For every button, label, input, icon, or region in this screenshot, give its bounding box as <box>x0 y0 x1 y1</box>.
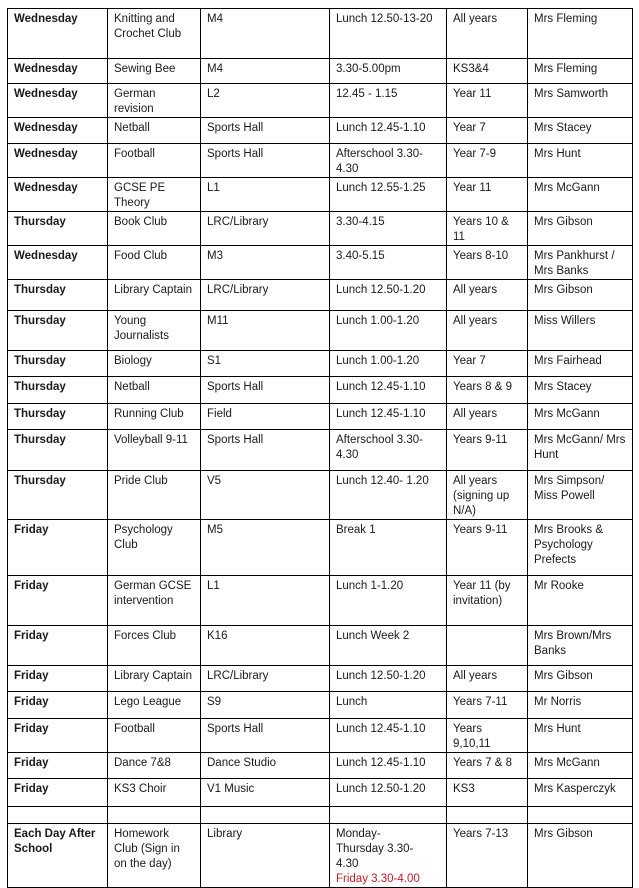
time-friday-highlight: Friday 3.30-4.00 <box>336 873 420 885</box>
cell-staff: Mr Norris <box>528 692 633 719</box>
cell-time: Afterschool 3.30-4.30 <box>330 144 447 178</box>
cell-years: Years 9-11 <box>447 430 528 471</box>
cell-room: Sports Hall <box>201 144 330 178</box>
cell-years: Years 7 & 8 <box>447 753 528 779</box>
cell-years: Year 11 (by invitation) <box>447 576 528 626</box>
table-row <box>8 246 633 280</box>
cell-club: Pride Club <box>108 471 201 520</box>
cell-club: Dance 7&8 <box>108 753 201 779</box>
cell-day: Friday <box>8 692 108 719</box>
cell-years: Year 7 <box>447 118 528 144</box>
cell-staff: Mrs Fairhead <box>528 351 633 377</box>
cell-years <box>447 807 528 824</box>
cell-day: Wednesday <box>8 144 108 178</box>
cell-years <box>447 626 528 666</box>
cell-staff: Mrs Stacey <box>528 377 633 404</box>
cell-time: Lunch 12.50-13-20 <box>330 9 447 59</box>
cell-time: Lunch 12.40- 1.20 <box>330 471 447 520</box>
cell-room: Dance Studio <box>201 753 330 779</box>
cell-club: Football <box>108 719 201 753</box>
cell-staff: Mrs Brown/Mrs Banks <box>528 626 633 666</box>
timetable-body <box>8 9 633 888</box>
cell-years: KS3&4 <box>447 59 528 84</box>
cell-years: All years <box>447 311 528 351</box>
cell-time <box>330 824 447 888</box>
cell-staff: Mrs Fleming <box>528 9 633 59</box>
cell-day: Wednesday <box>8 118 108 144</box>
cell-day: Each Day After School <box>8 824 108 888</box>
cell-time: 3.30-4.15 <box>330 212 447 246</box>
cell-time: Lunch Week 2 <box>330 626 447 666</box>
cell-room: K16 <box>201 626 330 666</box>
cell-club: Football <box>108 144 201 178</box>
cell-staff: Mrs Gibson <box>528 280 633 311</box>
cell-club: Biology <box>108 351 201 377</box>
cell-years: Year 11 <box>447 178 528 212</box>
cell-room: Library <box>201 824 330 888</box>
table-row <box>8 351 633 377</box>
cell-staff: Mrs Gibson <box>528 824 633 888</box>
cell-club: GCSE PE Theory <box>108 178 201 212</box>
cell-time: Lunch 1.00-1.20 <box>330 351 447 377</box>
cell-day: Wednesday <box>8 84 108 118</box>
cell-staff: Mrs McGann <box>528 753 633 779</box>
cell-time: Lunch 12.45-1.10 <box>330 719 447 753</box>
cell-time: Lunch 12.45-1.10 <box>330 377 447 404</box>
cell-club: Library Captain <box>108 280 201 311</box>
cell-staff: Mrs Gibson <box>528 212 633 246</box>
cell-years: Years 8-10 <box>447 246 528 280</box>
cell-club: Lego League <box>108 692 201 719</box>
table-row <box>8 178 633 212</box>
cell-club: Food Club <box>108 246 201 280</box>
cell-room: M3 <box>201 246 330 280</box>
cell-years: All years <box>447 404 528 430</box>
cell-staff: Mrs Fleming <box>528 59 633 84</box>
table-row <box>8 807 633 824</box>
cell-room: M5 <box>201 520 330 576</box>
cell-staff: Mrs Simpson/ Miss Powell <box>528 471 633 520</box>
cell-club: KS3 Choir <box>108 779 201 807</box>
cell-club: Young Journalists <box>108 311 201 351</box>
cell-club: German revision <box>108 84 201 118</box>
cell-day: Friday <box>8 520 108 576</box>
table-row <box>8 311 633 351</box>
cell-years: KS3 <box>447 779 528 807</box>
table-row <box>8 430 633 471</box>
cell-staff: Mr Rooke <box>528 576 633 626</box>
cell-staff: Mrs Samworth <box>528 84 633 118</box>
table-row <box>8 576 633 626</box>
cell-staff: Mrs Kasperczyk <box>528 779 633 807</box>
table-row <box>8 377 633 404</box>
cell-staff: Mrs Hunt <box>528 144 633 178</box>
cell-years: Years 9,10,11 <box>447 719 528 753</box>
cell-room: L2 <box>201 84 330 118</box>
cell-club: Library Captain <box>108 666 201 692</box>
cell-time: Lunch <box>330 692 447 719</box>
cell-room: Field <box>201 404 330 430</box>
cell-time: Lunch 12.50-1.20 <box>330 280 447 311</box>
cell-years: All years <box>447 280 528 311</box>
cell-years: Year 7 <box>447 351 528 377</box>
cell-time: Lunch 12.45-1.10 <box>330 753 447 779</box>
cell-staff: Mrs Hunt <box>528 719 633 753</box>
table-row <box>8 280 633 311</box>
table-row <box>8 118 633 144</box>
table-row <box>8 59 633 84</box>
table-row <box>8 779 633 807</box>
cell-day: Thursday <box>8 377 108 404</box>
cell-time: Lunch 12.45-1.10 <box>330 118 447 144</box>
cell-staff: Mrs Brooks & Psychology Prefects <box>528 520 633 576</box>
cell-years: Year 7-9 <box>447 144 528 178</box>
cell-club: Volleyball 9-11 <box>108 430 201 471</box>
cell-club: Sewing Bee <box>108 59 201 84</box>
cell-time: Afterschool 3.30-4.30 <box>330 430 447 471</box>
cell-room: M11 <box>201 311 330 351</box>
cell-time: Lunch 1-1.20 <box>330 576 447 626</box>
cell-day: Thursday <box>8 471 108 520</box>
table-row <box>8 144 633 178</box>
cell-day: Thursday <box>8 430 108 471</box>
time-weekdays: Monday-Thursday 3.30-4.30 <box>336 828 414 870</box>
cell-time: Lunch 12.55-1.25 <box>330 178 447 212</box>
cell-day: Thursday <box>8 404 108 430</box>
cell-room: S9 <box>201 692 330 719</box>
cell-room: V5 <box>201 471 330 520</box>
cell-years: Years 7-13 <box>447 824 528 888</box>
cell-years: Years 10 & 11 <box>447 212 528 246</box>
cell-room: LRC/Library <box>201 212 330 246</box>
cell-staff <box>528 807 633 824</box>
cell-years: All years <box>447 9 528 59</box>
cell-club: Netball <box>108 118 201 144</box>
cell-time: 3.40-5.15 <box>330 246 447 280</box>
cell-club: Netball <box>108 377 201 404</box>
cell-time: 3.30-5.00pm <box>330 59 447 84</box>
cell-day: Friday <box>8 779 108 807</box>
cell-club: Psychology Club <box>108 520 201 576</box>
table-row <box>8 84 633 118</box>
cell-staff: Mrs Pankhurst / Mrs Banks <box>528 246 633 280</box>
cell-time: Break 1 <box>330 520 447 576</box>
cell-time: 12.45 - 1.15 <box>330 84 447 118</box>
cell-room: S1 <box>201 351 330 377</box>
table-row <box>8 212 633 246</box>
cell-room: Sports Hall <box>201 118 330 144</box>
cell-time: Lunch 12.45-1.10 <box>330 404 447 430</box>
table-row <box>8 626 633 666</box>
cell-time: Lunch 1.00-1.20 <box>330 311 447 351</box>
clubs-timetable <box>7 8 633 888</box>
cell-room: Sports Hall <box>201 719 330 753</box>
cell-club: German GCSE intervention <box>108 576 201 626</box>
cell-day: Friday <box>8 666 108 692</box>
cell-years: Year 11 <box>447 84 528 118</box>
cell-staff: Mrs Gibson <box>528 666 633 692</box>
cell-years: Years 8 & 9 <box>447 377 528 404</box>
table-row <box>8 520 633 576</box>
cell-room: M4 <box>201 59 330 84</box>
cell-time: Lunch 12.50-1.20 <box>330 779 447 807</box>
table-row <box>8 9 633 59</box>
cell-years: All years <box>447 666 528 692</box>
cell-room <box>201 807 330 824</box>
cell-staff: Mrs McGann/ Mrs Hunt <box>528 430 633 471</box>
cell-day: Thursday <box>8 351 108 377</box>
table-row <box>8 824 633 888</box>
cell-club: Running Club <box>108 404 201 430</box>
cell-day: Wednesday <box>8 246 108 280</box>
cell-staff: Mrs McGann <box>528 404 633 430</box>
cell-day: Friday <box>8 719 108 753</box>
cell-day: Wednesday <box>8 178 108 212</box>
cell-day: Thursday <box>8 212 108 246</box>
cell-room: LRC/Library <box>201 280 330 311</box>
cell-club: Forces Club <box>108 626 201 666</box>
cell-staff: Miss Willers <box>528 311 633 351</box>
cell-years: All years (signing up N/A) <box>447 471 528 520</box>
cell-room: LRC/Library <box>201 666 330 692</box>
cell-room: Sports Hall <box>201 430 330 471</box>
cell-room: M4 <box>201 9 330 59</box>
cell-time <box>330 807 447 824</box>
table-row <box>8 719 633 753</box>
cell-staff: Mrs McGann <box>528 178 633 212</box>
cell-club: Homework Club (Sign in on the day) <box>108 824 201 888</box>
cell-day: Wednesday <box>8 9 108 59</box>
cell-day: Thursday <box>8 280 108 311</box>
cell-room: L1 <box>201 576 330 626</box>
cell-room: L1 <box>201 178 330 212</box>
cell-time: Lunch 12.50-1.20 <box>330 666 447 692</box>
cell-club <box>108 807 201 824</box>
cell-years: Years 9-11 <box>447 520 528 576</box>
cell-day: Friday <box>8 753 108 779</box>
table-row <box>8 404 633 430</box>
table-row <box>8 753 633 779</box>
cell-club: Book Club <box>108 212 201 246</box>
cell-club: Knitting and Crochet Club <box>108 9 201 59</box>
cell-years: Years 7-11 <box>447 692 528 719</box>
cell-room: Sports Hall <box>201 377 330 404</box>
cell-staff: Mrs Stacey <box>528 118 633 144</box>
cell-room: V1 Music <box>201 779 330 807</box>
cell-day <box>8 807 108 824</box>
cell-day: Friday <box>8 576 108 626</box>
table-row <box>8 471 633 520</box>
table-row <box>8 666 633 692</box>
cell-day: Friday <box>8 626 108 666</box>
cell-day: Wednesday <box>8 59 108 84</box>
table-row <box>8 692 633 719</box>
cell-day: Thursday <box>8 311 108 351</box>
